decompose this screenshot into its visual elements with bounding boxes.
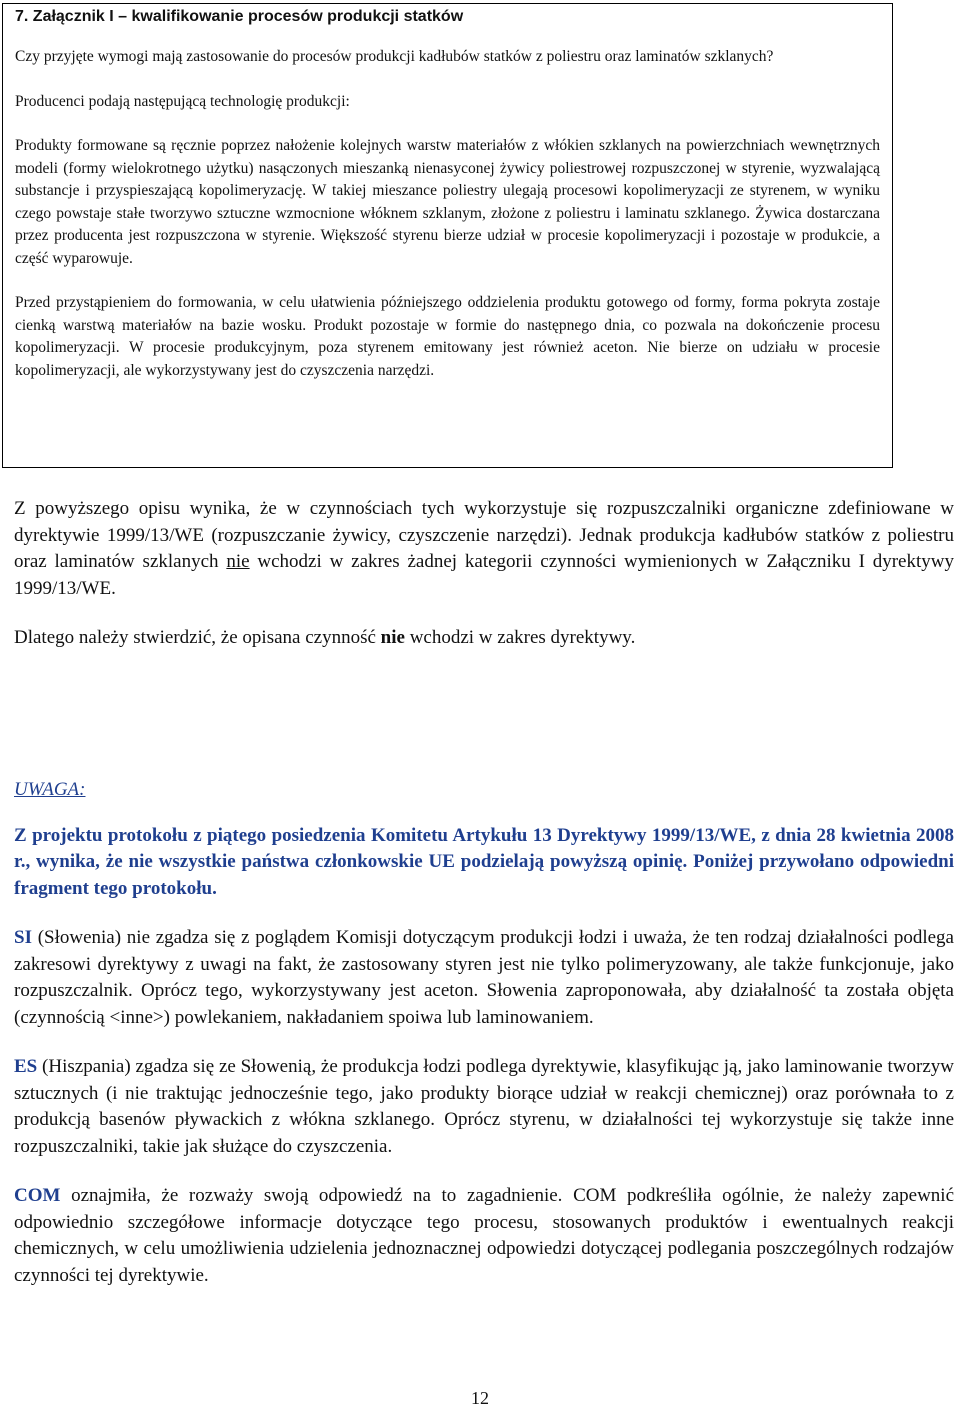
- section-heading: 7. Załącznik I – kwalifikowanie procesów produkcji statków: [15, 8, 464, 25]
- bold-nie: nie: [380, 627, 405, 648]
- molding-paragraph: Przed przystąpieniem do formowania, w celu ułatwienia późniejszego oddzielenia produktu gotowego od formy, forma pokryta zostaje cienką warstwą materiałów na bazie wosku. Produkt pozostaje w formie do następnego dnia, co pozwala na dokończenie procesu kopolimeryzacji. W procesie produkcyjnym, poza styrenem emitowany jest również aceton. Nie bierze on udziału w procesie kopolimeryzacji, ale wykorzystywany jest do czyszczenia narzędzi.: [15, 294, 880, 379]
- process-paragraph: Produkty formowane są ręcznie poprzez nałożenie kolejnych warstw materiałów z włókien szklanych na powierzchniach wewnętrznych modeli (formy wielokrotnego użytku) nasączonych mieszanką nienasyconej żywicy poliestrowej rozpuszczonej w styrenie, wyzwalającą substancje i przyspieszającą kopolimeryzację. W takiej mieszance poliestry ulegają procesowi kopolimeryzacji ze styrenem, w wyniku czego powstaje stałe tworzywo sztuczne wzmocnione włóknem szklanym, złożone z poliestru i laminatu szklanego. Żywica dostarczana przez producenta jest rozpuszczona w styrenie. Większość styrenu bierze udział w procesie kopolimeryzacji i pozostaje w produkcie, a część wyparowuje.: [15, 137, 880, 267]
- warning-title-line: [14, 777, 954, 804]
- com-code: COM: [14, 1185, 61, 1206]
- conclusion-paragraph: [14, 496, 954, 602]
- es-code: ES: [14, 1056, 38, 1077]
- question-paragraph: Czy przyjęte wymogi mają zastosowanie do procesów produkcji kadłubów statków z poliestru oraz laminatów szklanych?: [15, 48, 774, 65]
- com-text: oznajmiła, że rozważy swoją odpowiedź na to zagadnienie. COM podkreśliła ogólnie, że należy zapewnić odpowiednio szczegółowe informacje dotyczące tego procesu, stosowanych produktów i ewentualnych reakcji chemicznych, w celu umożliwienia udzielenia jednoznacznej odpowiedzi dotyczącej podlegania poszczególnych rodzajów czynności tej dyrektywie.: [14, 1185, 954, 1286]
- es-text: (Hiszpania) zgadza się ze Słowenią, że produkcja łodzi podlega dyrektywie, klasyfikując ją, jako laminowanie tworzyw sztucznych (i nie traktując jednocześnie tego, jako produkty biorące udział w reakcji chemicznej) oraz porównała to z produkcją basenów pływackich z włókna szklanego. Oprócz styrenu, w działalności tej wykorzystuje się także inne rozpuszczalniki, takie jak służące do czyszczenia.: [14, 1056, 954, 1157]
- slovenia-paragraph: [14, 925, 954, 1031]
- spain-paragraph: [14, 1054, 954, 1160]
- intro-paragraph: Producenci podają następującą technologię produkcji:: [15, 92, 350, 110]
- statement-text-end: wchodzi w zakres dyrektywy.: [404, 627, 636, 648]
- statement-text-start: Dlatego należy stwierdzić, że opisana czynność: [14, 627, 381, 648]
- com-paragraph: [14, 1183, 954, 1289]
- conclusion-text-end: wchodzi w zakres żadnej kategorii czynności wymienionych w Załączniku I dyrektywy 1999/13/WE.: [14, 551, 954, 599]
- warning-section: [14, 777, 954, 1312]
- si-text: (Słowenia) nie zgadza się z poglądem Komisji dotyczącym produkcji łodzi i uważa, że ten rodzaj działalności podlega zakresowi dyrektywy z uwagi na fakt, że zastosowany styren jest nie tylko polimeryzowany, ale także funkcjonuje, jako rozpuszczalnik. Oprócz tego, wykorzystywany jest aceton. Słowenia zaproponowała, aby działalność ta została objęta (czynnością <inne>) powlekaniem, nakładaniem spoiwa lub laminowaniem.: [14, 927, 954, 1028]
- annex-question-box: [2, 3, 893, 468]
- conclusion-text-start: Z powyższego opisu wynika, że w czynnościach tych wykorzystuje się rozpuszczalniki organiczne zdefiniowane w dyrektywie 1999/13/WE (rozpuszczanie żywicy, czyszczenie narzędzi). Jednak produkcja kadłubów statków z poliestru oraz laminatów szklanych: [14, 498, 954, 572]
- protocol-intro-paragraph: Z projektu protokołu z piątego posiedzenia Komitetu Artykułu 13 Dyrektywy 1999/13/WE, z dnia 28 kwietnia 2008 r., wynika, że nie wszystkie państwa członkowskie UE podzielają powyższą opinię. Poniżej przywołano odpowiedni fragment tego protokołu.: [14, 824, 954, 899]
- statement-paragraph: [14, 625, 954, 652]
- underlined-nie: nie: [226, 551, 250, 572]
- page-number: 12: [471, 1388, 489, 1408]
- si-code: SI: [14, 927, 32, 948]
- warning-title: UWAGA:: [14, 779, 86, 800]
- conclusion-section: [14, 496, 954, 675]
